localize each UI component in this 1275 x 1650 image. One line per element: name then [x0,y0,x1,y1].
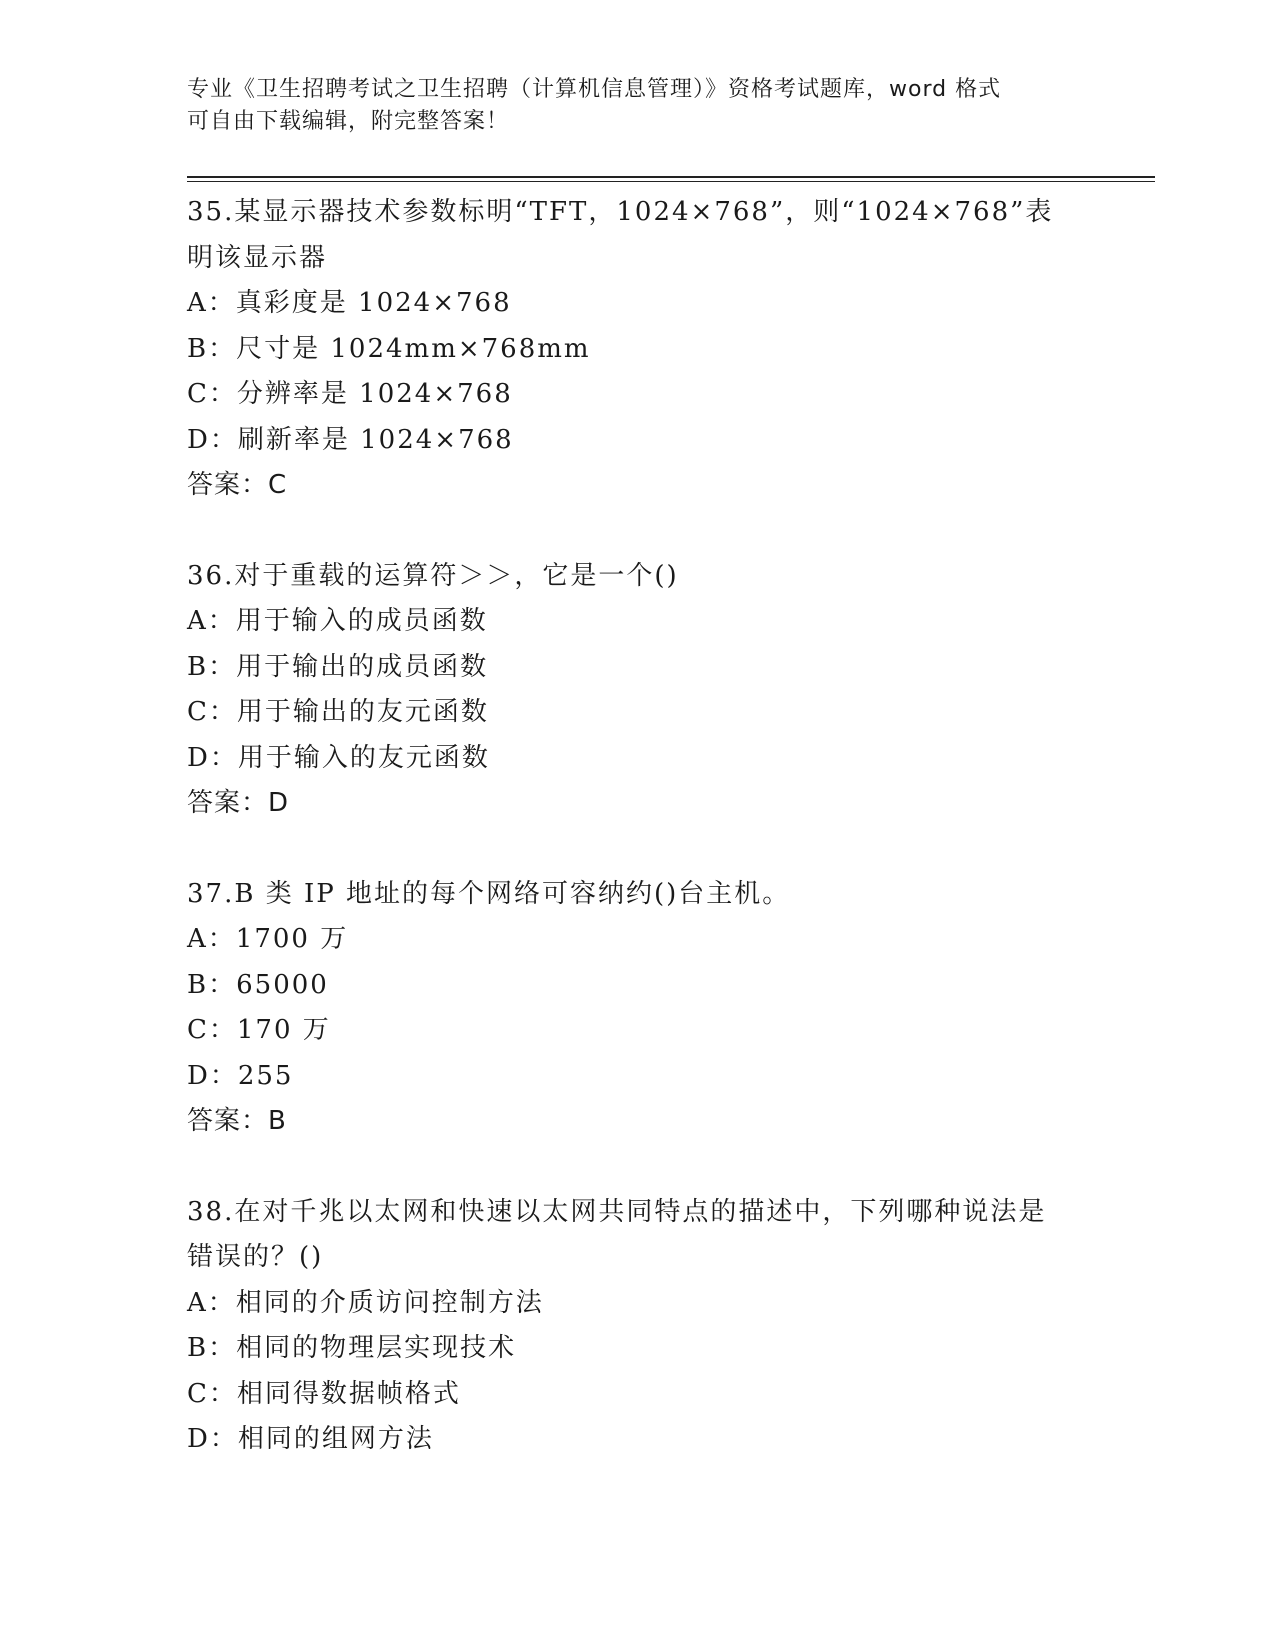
answer-key: 答案：B [187,1106,287,1136]
question-stem: 36.对于重载的运算符＞＞，它是一个() [187,560,679,591]
option-b: B：尺寸是 1024mm×768mm [187,333,591,364]
answer-key: 答案：C [187,470,288,500]
option-b: B：65000 [187,969,329,1000]
option-c: C：相同得数据帧格式 [187,1378,461,1409]
option-a: A：用于输入的成员函数 [187,606,488,636]
option-b: B：用于输出的成员函数 [187,651,489,682]
document-header [187,74,1087,138]
header-line-2: 可自由下载编辑，附完整答案！ [187,109,510,134]
header-line-1: 专业《卫生招聘考试之卫生招聘（计算机信息管理）》资格考试题库，word 格式 [187,77,1002,102]
option-d: D：用于输入的友元函数 [187,742,490,773]
option-a: A：真彩度是 1024×768 [187,288,512,318]
question-list [187,190,1087,1508]
header-divider-thick [187,176,1155,178]
option-d: D：255 [187,1060,294,1091]
question-38 [187,1190,1087,1463]
question-stem-continued: 错误的？() [187,1242,324,1272]
option-c: C：用于输出的友元函数 [187,697,489,727]
header-divider-thin [187,181,1155,182]
option-a: A：相同的介质访问控制方法 [187,1287,544,1318]
option-c: C：170 万 [187,1015,331,1045]
answer-key: 答案：D [187,788,290,818]
option-d: D：相同的组网方法 [187,1424,434,1454]
question-37 [187,872,1087,1145]
question-stem: 37.B 类 IP 地址的每个网络可容纳约()台主机。 [187,878,791,909]
question-36 [187,554,1087,827]
option-c: C：分辨率是 1024×768 [187,379,513,409]
option-a: A：1700 万 [187,924,349,954]
question-stem: 38.在对千兆以太网和快速以太网共同特点的描述中，下列哪种说法是 [187,1196,1047,1227]
question-stem: 35.某显示器技术参数标明“TFT，1024×768”，则“1024×768”表 [187,197,1054,227]
question-stem-continued: 明该显示器 [187,242,328,273]
question-35 [187,190,1087,509]
option-b: B：相同的物理层实现技术 [187,1333,517,1363]
option-d: D：刷新率是 1024×768 [187,424,514,455]
